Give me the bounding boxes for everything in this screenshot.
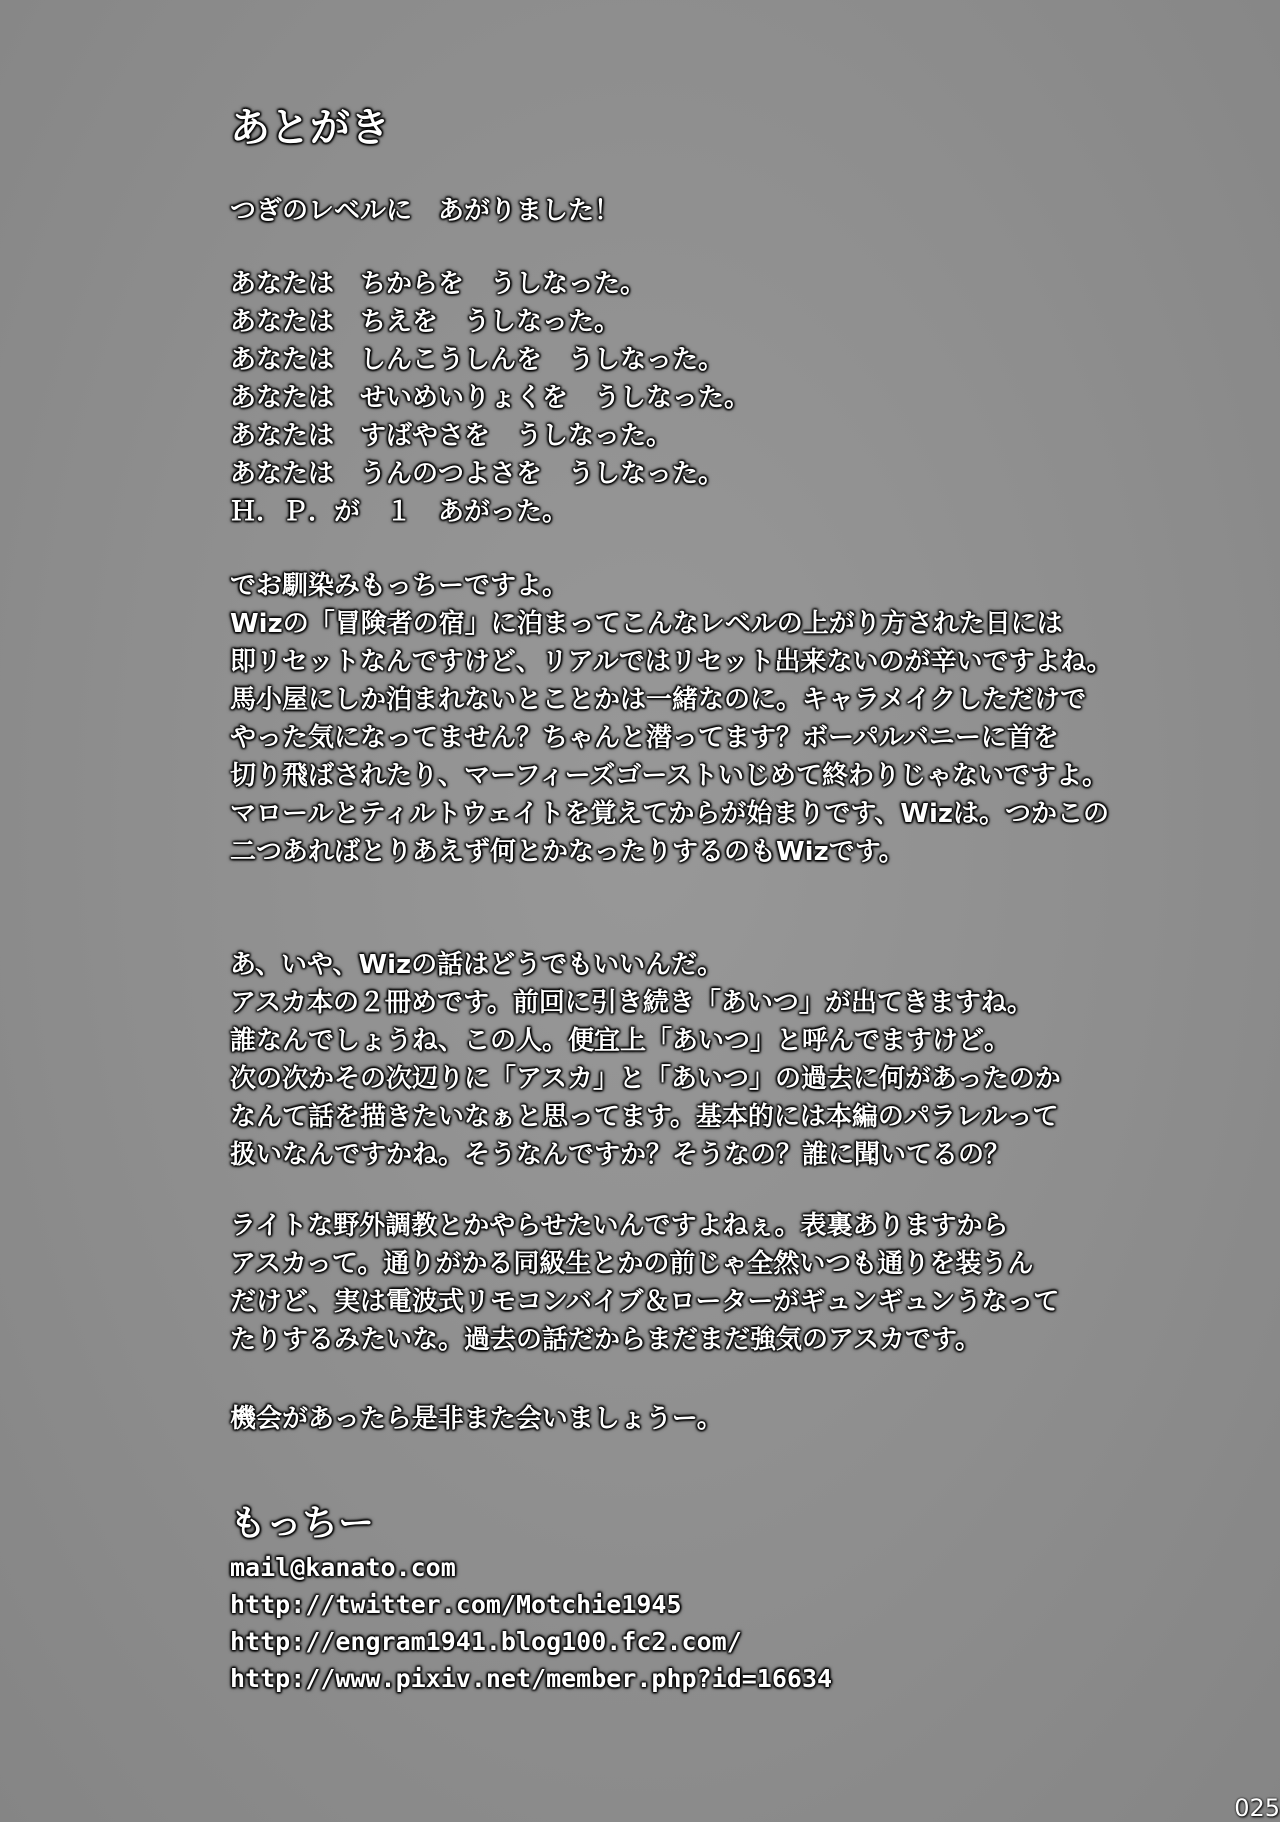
paragraph-line: 次の次かその次辺りに「アスカ」と「あいつ」の過去に何があったのか bbox=[230, 1064, 1061, 1094]
paragraph-line: あ、いや、Wizの話はどうでもいいんだ。 bbox=[230, 950, 724, 980]
stat-line: あなたは せいめいりょくを うしなった。 bbox=[230, 383, 751, 413]
paragraph-wizardry bbox=[230, 567, 1112, 871]
contact-twitter-url: http://twitter.com/Motchie1945 bbox=[230, 1590, 682, 1619]
paragraph-asuka-book bbox=[230, 946, 1061, 1174]
paragraph-line: アスカ本の２冊めです。前回に引き続き「あいつ」が出てきますね。 bbox=[230, 988, 1033, 1018]
paragraph-line: 即リセットなんですけど、リアルではリセット出来ないのが辛いですよね。 bbox=[230, 647, 1113, 677]
paragraph-line: Wizの「冒険者の宿」に泊まってこんなレベルの上がり方された日には bbox=[230, 609, 1063, 639]
stat-loss-list bbox=[230, 265, 750, 531]
paragraph-line: たりするみたいな。過去の話だからまだまだ強気のアスカです。 bbox=[230, 1325, 981, 1355]
stat-line: Ｈ．Ｐ．が １ あがった。 bbox=[230, 497, 569, 527]
paragraph-line: アスカって。通りがかる同級生とかの前じゃ全然いつも通りを装うん bbox=[230, 1249, 1034, 1279]
closing-line: 機会があったら是非また会いましょうー。 bbox=[230, 1404, 723, 1434]
paragraph-line: やった気になってません？ちゃんと潜ってます？ボーパルバニーに首を bbox=[230, 723, 1059, 753]
paragraph-line: 二つあればとりあえず何とかなったりするのもWizです。 bbox=[230, 837, 905, 867]
contact-list bbox=[230, 1549, 832, 1697]
stat-line: あなたは ちえを うしなった。 bbox=[230, 307, 621, 337]
contact-pixiv-url: http://www.pixiv.net/member.php?id=16634 bbox=[230, 1664, 833, 1693]
stat-line: あなたは しんこうしんを うしなった。 bbox=[230, 345, 725, 375]
contact-blog-url: http://engram1941.blog100.fc2.com/ bbox=[230, 1627, 742, 1656]
paragraph-plans bbox=[230, 1207, 1059, 1359]
contact-email: mail@kanato.com bbox=[230, 1553, 456, 1582]
stat-line: あなたは うんのつよさを うしなった。 bbox=[230, 459, 725, 489]
paragraph-line: 切り飛ばされたり、マーフィーズゴーストいじめて終わりじゃないですよ。 bbox=[230, 761, 1109, 791]
paragraph-line: ライトな野外調教とかやらせたいんですよねぇ。表裏ありますから bbox=[230, 1211, 1009, 1241]
page-number: 025 bbox=[1234, 1794, 1280, 1822]
author-signature: もっちー bbox=[230, 1503, 375, 1544]
paragraph-line: だけど、実は電波式リモコンバイブ＆ローターがギュンギュンうなって bbox=[230, 1287, 1060, 1317]
paragraph-line: マロールとティルトウェイトを覚えてからが始まりです、Wizは。つかこの bbox=[230, 799, 1110, 829]
paragraph-line: 扱いなんですかね。そうなんですか？そうなの？誰に聞いてるの？ bbox=[230, 1140, 1011, 1170]
page-title: あとがき bbox=[230, 105, 390, 151]
level-up-line: つぎのレベルに あがりました！ bbox=[230, 196, 621, 226]
stat-line: あなたは ちからを うしなった。 bbox=[230, 269, 647, 299]
paragraph-line: 誰なんでしょうね、この人。便宜上「あいつ」と呼んでますけど。 bbox=[230, 1026, 1011, 1056]
paragraph-line: なんて話を描きたいなぁと思ってます。基本的には本編のパラレルって bbox=[230, 1102, 1059, 1132]
paragraph-line: でお馴染みもっちーですよ。 bbox=[230, 571, 569, 601]
stat-line: あなたは すばやさを うしなった。 bbox=[230, 421, 673, 451]
paragraph-line: 馬小屋にしか泊まれないとことかは一緒なのに。キャラメイクしただけで bbox=[230, 685, 1087, 715]
